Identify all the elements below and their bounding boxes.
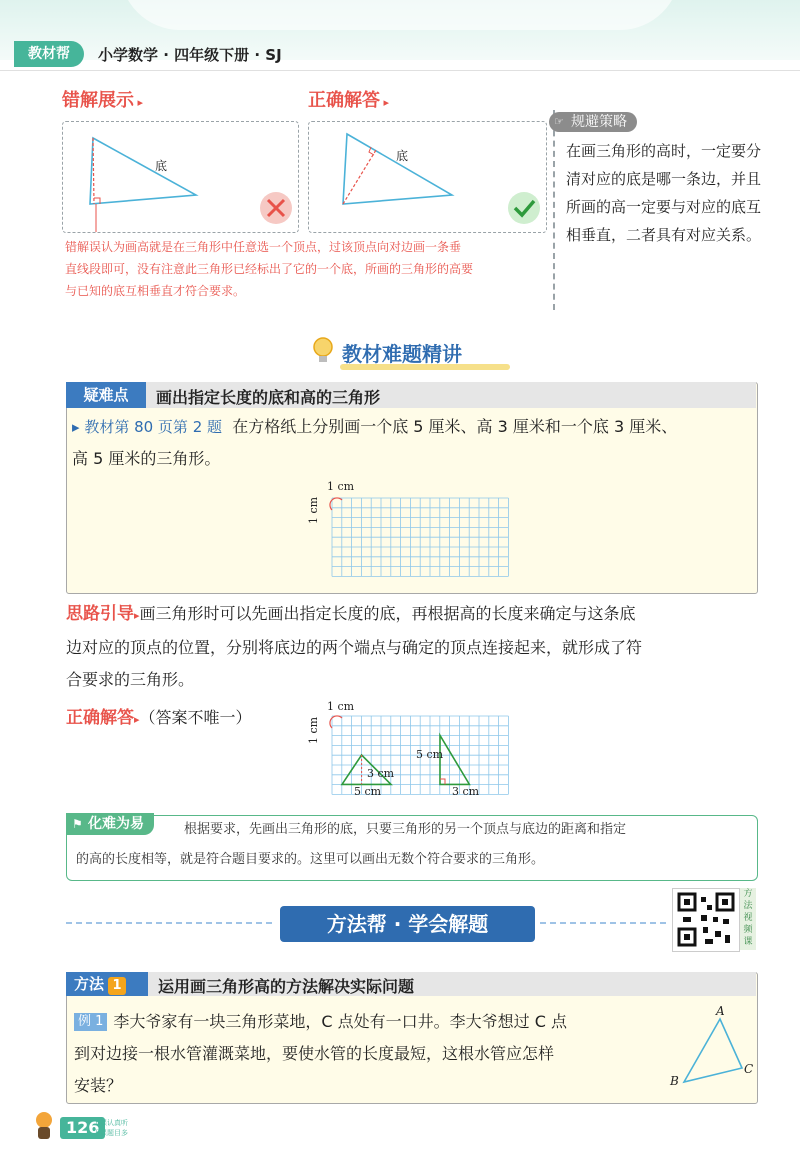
section-banner: [342, 338, 462, 368]
section-banner-title: 教材难题精讲: [342, 342, 462, 366]
answer-grid-unit-side: 1 cm: [307, 716, 321, 745]
lightbulb-icon: [310, 336, 336, 370]
mistake-heading: [62, 86, 143, 112]
triangle2-height-label: 5 cm: [416, 748, 444, 761]
method-number: 1: [108, 977, 126, 995]
example-line-3: 安装？: [74, 1076, 123, 1095]
empty-grid-svg: [310, 480, 510, 580]
vertex-c-label: C: [744, 1062, 754, 1076]
mistake-figure: [62, 121, 299, 233]
qr-code[interactable]: [672, 888, 740, 952]
method-banner: 方法帮 · 学会解题: [280, 906, 535, 942]
correct-heading: [308, 86, 389, 112]
tip-line-2: 的高的长度相等，就是符合题目要求的。这里可以画出无数个符合要求的三角形。: [76, 852, 545, 867]
vertex-b-label: B: [670, 1074, 679, 1088]
mistake-base-label: 底: [155, 159, 168, 173]
hint-line-1: [66, 598, 756, 632]
example-text: [74, 1006, 674, 1102]
strategy-badge: [549, 112, 637, 132]
answer-grid-figure: [307, 700, 510, 804]
empty-grid-figure: [307, 480, 510, 584]
tip-icon: ⚑: [72, 817, 83, 831]
answer-heading: [66, 702, 252, 736]
arrow-icon: ▸: [134, 609, 140, 622]
strategy-text: 在画三角形的高时，一定要分清对应的底是哪一条边，并且所画的高一定要与对应的底互相垂直，二者具有对应关系。: [566, 142, 762, 244]
grid-unit-side: 1 cm: [307, 496, 321, 525]
page-number: 126: [60, 1117, 105, 1139]
tip-tag: [66, 813, 154, 835]
strategy-divider: [553, 110, 555, 310]
grid-unit-top: 1 cm: [327, 480, 355, 493]
tip-line-1: 根据要求，先画出三角形的底，只要三角形的另一个顶点与底边的距离和指定: [184, 822, 627, 837]
example-triangle-svg: [666, 1004, 756, 1094]
hint-label: 思路引导: [66, 604, 134, 624]
textbook-ref-text: 教材第 80 页第 2 题: [84, 418, 223, 436]
answer-note: （答案不唯一）: [139, 708, 252, 727]
banner-right-line: [540, 922, 668, 924]
correct-triangle-svg: [309, 122, 546, 232]
hint-text: 画三角形时可以先画出指定长度的底，再根据高的长度来确定与这条底: [139, 604, 636, 623]
example-tag: 例 1: [74, 1013, 107, 1031]
hand-icon: ☞: [554, 115, 564, 128]
mascot-icon: [32, 1110, 56, 1144]
hint-line-2: 边对应的顶点的位置，分别将底边的两个端点与确定的顶点连接起来，就形成了符: [66, 638, 643, 657]
problem-line-2: 高 5 厘米的三角形。: [72, 449, 221, 468]
vertex-a-label: A: [716, 1004, 725, 1018]
problem-line-1: [72, 411, 752, 443]
brand-tab: 教材帮: [14, 41, 84, 67]
triangle1-height-label: 3 cm: [367, 767, 395, 780]
problem-text: 在方格纸上分别画一个底 5 厘米、高 3 厘米和一个底 3 厘米、: [232, 417, 678, 436]
difficulty-title: 画出指定长度的底和高的三角形: [156, 388, 381, 407]
mistake-note-line: 直线段即可，没有注意此三角形已经标出了它的一个底，所画的三角形的高要: [65, 262, 474, 276]
method-title: 运用画三角形高的方法解决实际问题: [158, 977, 415, 996]
tip-tag-label: 化难为易: [88, 816, 144, 832]
difficulty-tag: 疑难点: [66, 382, 146, 408]
example-line-1-text: 李大爷家有一块三角形菜地，C 点处有一口井。李大爷想过 C 点: [113, 1012, 568, 1031]
qr-side-label: 方法视频课: [740, 888, 756, 950]
triangle-2: [440, 735, 469, 784]
header-divider: [0, 70, 800, 71]
example-line-2: 到对边接一根水管灌溉菜地，要使水管的长度最短，这根水管应怎样: [74, 1044, 555, 1063]
arrow-icon: ▸: [380, 96, 390, 109]
method-tag: [66, 972, 148, 996]
triangle1-base-label: 5 cm: [354, 785, 382, 798]
mistake-note-line: 错解误认为画高就是在三角形中任意选一个顶点，过该顶点向对边画一条垂: [65, 240, 462, 254]
mistake-triangle-svg: [63, 122, 298, 232]
arrow-icon: ▸: [134, 96, 144, 109]
example-line-1: [74, 1006, 674, 1038]
answer-grid-svg: [310, 700, 510, 800]
arrow-icon: ▸: [134, 713, 140, 726]
hint-paragraph: [66, 598, 756, 696]
answer-grid-unit-top: 1 cm: [327, 700, 355, 713]
mistake-title: 错解展示: [62, 90, 134, 111]
triangle2-base-label: 3 cm: [452, 785, 480, 798]
correct-title: 正确解答: [308, 90, 380, 111]
qr-code-icon: [673, 889, 739, 951]
strategy-badge-label: 规避策略: [571, 114, 627, 130]
hint-line-3: 合要求的三角形。: [66, 670, 195, 689]
banner-left-line: [66, 922, 276, 924]
correct-base-label: 底: [396, 149, 409, 163]
method-tag-label: 方法: [74, 975, 105, 993]
page-slogan: 上课认真听 下课题目多: [93, 1119, 128, 1137]
mistake-note-line: 与已知的底互相垂直才符合要求。: [65, 284, 246, 298]
answer-label: 正确解答: [66, 708, 134, 728]
example-triangle-figure: [666, 1004, 756, 1098]
book-title: 小学数学 · 四年级下册 · SJ: [98, 46, 282, 64]
header-decoration: [120, 0, 680, 30]
textbook-ref: ▸ 教材第 80 页第 2 题: [72, 418, 223, 436]
correct-figure: [308, 121, 547, 233]
mistake-note: [65, 236, 545, 302]
